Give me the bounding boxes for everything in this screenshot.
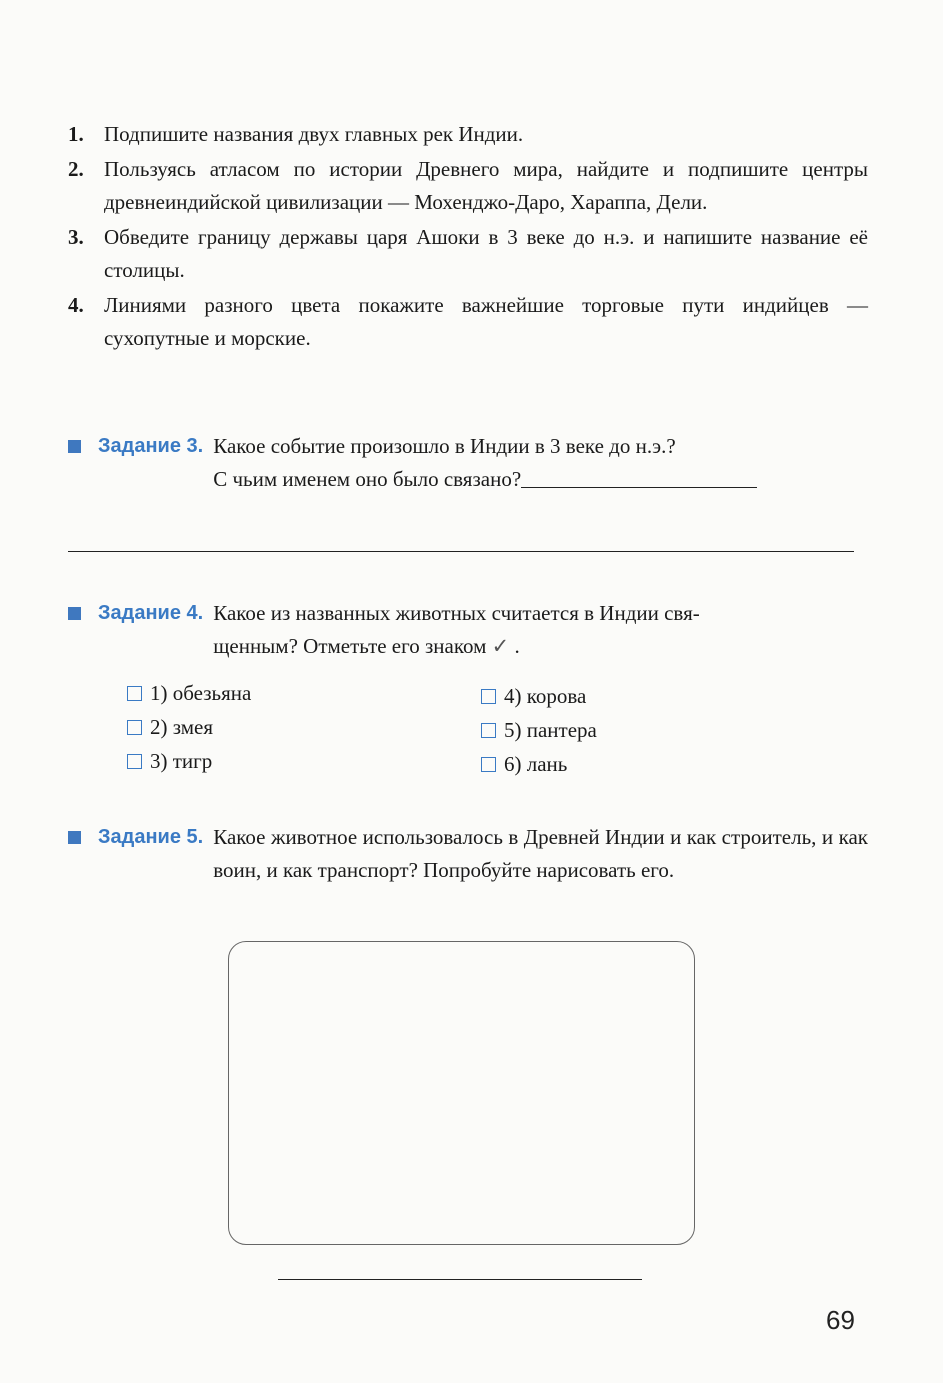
option-item[interactable] <box>481 682 586 710</box>
task-4 <box>68 597 868 663</box>
option-label: 4) корова <box>504 684 587 708</box>
answer-line[interactable] <box>278 1279 642 1280</box>
page-number: 69 <box>826 1305 855 1335</box>
checkbox-icon[interactable] <box>481 723 496 738</box>
question-line <box>213 630 868 663</box>
option-label: 3) тигр <box>150 749 213 773</box>
question-line-text: щенным? Отметьте его знаком <box>213 634 487 658</box>
option-label: 2) змея <box>150 715 214 739</box>
instruction-number: 3. <box>68 225 84 249</box>
instruction-text: Подпишите названия двух главных рек Индии. <box>104 122 524 146</box>
question-line: Какое из названных животных считается в Индии свя- <box>213 601 700 625</box>
checkbox-icon[interactable] <box>127 720 142 735</box>
instruction-text: Обведите границу державы царя Ашоки в 3 веке до н.э. и напишите название её столицы. <box>104 225 868 282</box>
task-question <box>213 430 868 496</box>
option-label: 6) лань <box>504 752 568 776</box>
option-item[interactable] <box>481 750 567 778</box>
instruction-number: 1. <box>68 122 84 146</box>
instructions-list <box>68 118 868 357</box>
checkbox-icon[interactable] <box>481 689 496 704</box>
task-label: Задание 3. <box>98 435 204 457</box>
options-list <box>127 679 687 789</box>
option-label: 5) пантера <box>504 718 597 742</box>
checkbox-icon[interactable] <box>481 757 496 772</box>
option-item[interactable] <box>481 716 597 744</box>
question-line: Какое событие произошло в Индии в 3 веке до н.э.? <box>213 434 676 458</box>
task-question: Какое животное использовалось в Древней Индии и как строитель, и как воин, и как транспорт? Попробуйте нарисовать его. <box>213 825 868 882</box>
task-marker-icon <box>68 831 81 844</box>
task-5 <box>68 821 868 887</box>
instruction-item <box>68 221 868 287</box>
checkmark-icon: ✓ <box>491 634 510 658</box>
checkbox-icon[interactable] <box>127 686 142 701</box>
instruction-number: 4. <box>68 293 84 317</box>
task-label: Задание 5. <box>98 826 204 848</box>
answer-line-inline[interactable] <box>521 465 757 488</box>
question-end: . <box>514 634 520 658</box>
drawing-box[interactable] <box>228 941 695 1245</box>
task-3 <box>68 430 868 496</box>
instruction-item <box>68 153 868 219</box>
task-marker-icon <box>68 440 81 453</box>
option-item[interactable] <box>127 747 212 775</box>
instruction-number: 2. <box>68 157 84 181</box>
instruction-item <box>68 118 868 151</box>
checkbox-icon[interactable] <box>127 754 142 769</box>
instruction-text: Пользуясь атласом по истории Древнего мира, найдите и подпишите центры древнеиндийской цивилизации — Мохенджо-Даро, Хараппа, Дели. <box>104 157 868 214</box>
option-item[interactable] <box>127 713 213 741</box>
question-line-text: С чьим именем оно было связано? <box>213 467 522 491</box>
task-marker-icon <box>68 607 81 620</box>
task-question <box>213 597 868 663</box>
instruction-text: Линиями разного цвета покажите важнейшие торговые пути индийцев — сухопутные и морские. <box>104 293 868 350</box>
instruction-item <box>68 289 868 355</box>
task-label: Задание 4. <box>98 602 204 624</box>
option-label: 1) обезьяна <box>150 681 252 705</box>
question-line <box>213 463 868 496</box>
answer-line[interactable] <box>68 551 854 552</box>
option-item[interactable] <box>127 679 251 707</box>
